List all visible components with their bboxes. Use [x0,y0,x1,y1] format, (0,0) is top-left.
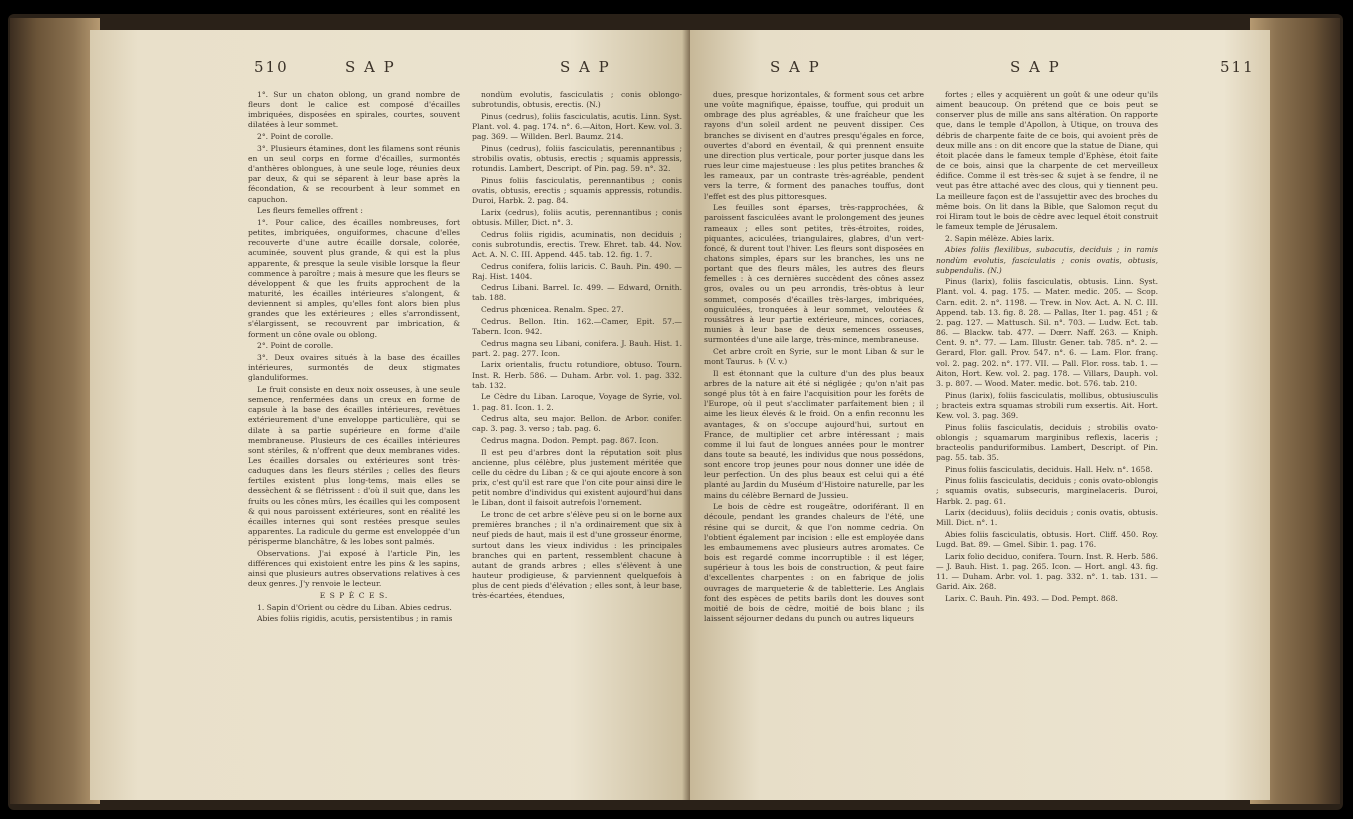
paragraph: 2°. Point de corolle. [257,341,334,351]
paragraph: Pinus (cedrus), foliis fasciculatis, perennantibus ; strobilis ovatis, obtusis, erectis ; squamis appressis, rotundis. Lambert, Descript. of Pin. pag. 59. n°. 32. [472,143,682,174]
paragraph: Le fruit consiste en deux noix osseuses, à une seule semence, renfermées dans un creux en forme de capsule à la base des écailles intérieures, revêtues extérieurement d'une enveloppe particulière, qui se dilate à sa partie supérieure en forme d'aile membraneuse. Plusieurs de ces écailles intérieures sont stériles, & n'offrent que deux membranes vides. Les écailles dorsales ou extérieures sont très-caduques dans les fleurs stériles ; celles des fleurs fertiles existent plus long-tems, mais elles se dessèchent & se flétrissent : d'où il suit que, dans les fruits ou les cônes mûrs, les écailles qui les composent & qui nous paroissent extérieures, sont en réalité les écailles internes qui sont restées presque seules apparentes. La radicule du germe est enveloppée d'un périsperme blanchâtre, & les lobes sont palmés. [248,384,460,547]
right-column-1 [704,90,924,626]
paragraph: Pinus foliis fasciculatis, deciduis ; conis ovato-oblongis ; squamis ovatis, subsecuris, marginelaceris. Duroi, Harbk. 2. pag. 61. [936,476,1158,506]
paragraph: Les feuilles sont éparses, très-rapprochées, & paroissent fasciculées avant le prolongement des jeunes rameaux ; elles sont petites, très-étroites, roides, piquantes, aciculées, triangulaires, glabres, d'un vert-foncé, & durent tout l'hiver. Les fleurs sont disposées en chatons simples, épars sur les branches, les uns ne portant que des fleurs mâles, les autres des fleurs femelles : à ces dernières succèdent des cônes assez gros, ovales ou un peu arrondis, très-obtus à leur sommet, composés d'écailles très-larges, imbriquées, onguiculées, tronquées à leur sommet, veloutées & roussâtres à leur partie extérieure, minces, coriaces, munies à leur base de deux semences osseuses, surmontées d'une aile large, très-mince, membraneuse. [704,203,924,345]
paragraph: Larix (cedrus), foliis acutis, perennantibus ; conis obtusis. Miller, Dict. n°. 3. [472,207,682,227]
paragraph: 1°. Sur un chaton oblong, un grand nombre de fleurs dont le calice est composé d'écailles imbriquées, disposées en spirales, courtes, souvent dilatées à leur sommet. [248,90,460,130]
paragraph: fortes ; elles y acquièrent un goût & une odeur qu'ils aiment beaucoup. On prétend que ce bois peut se conserver plus de mille ans sans altération. On rapporte que, dans le temple d'Apollon, à Utique, on trouva des débris de charpente faite de ce bois, qui avoient près de deux mille ans : on dit encore que la statue de Diane, qui étoit placée dans le fameux temple d'Ephèse, étoit faite de ce bois, ainsi que la charpente de cet merveilleux édifice. Comme il est très-sec & sujet à se fendre, il ne veut pas être attaché avec des clous, qui y tiennent peu. La meilleure façon est de l'assujettir avec des broches du même bois. On lit dans la Bible, que Salomon reçut du roi Hiram tout le bois de cèdre avec lequel étoit construit le fameux temple de Jérusalem. [936,90,1158,232]
left-page-number: 510 [254,58,289,76]
right-column-2 [936,90,1158,606]
paragraph: Il est étonnant que la culture d'un des plus beaux arbres de la nature ait été si négligée ; qu'on n'ait pas songé plus tôt à en faire l'acquisition pour les forêts de l'Europe, où il peut s'acclimater parfaitement bien ; il aime les lieux élevés & le froid. On a enfin reconnu les avantages, & on s'occupe aujourd'hui, surtout en France, de multiplier cet arbre intéressant ; mais comme il lui faut de longues années pour le montrer dans toute sa beauté, les individus que nous possédons, sont encore trop jeunes pour nous donner une idée de leur perfection. Un des plus beaux est celui qui a été planté au Jardin du Muséum d'Histoire naturelle, par les mains du célèbre Bernard de Jussieu. [704,368,924,500]
paragraph: Larix (deciduus), foliis deciduis ; conis ovatis, obtusis. Mill. Dict. n°. 1. [936,508,1158,528]
paragraph: Cedrus phœnicea. Renalm. Spec. 27. [481,305,624,315]
left-running-head-a: S A P [345,58,396,76]
paragraph: 3°. Plusieurs étamines, dont les filamens sont réunis en un seul corps en forme d'écailles, surmontés d'anthères oblongues, à une seule loge, réunies deux par deux, & qui se séparent à leur base après la fécondation, & se recourbent à leur sommet en capuchon. [248,143,460,204]
paragraph: Larix. C. Bauh. Pin. 493. — Dod. Pempt. 868. [945,594,1118,603]
paragraph: Cedrus magna. Dodon. Pempt. pag. 867. Icon. [481,436,659,445]
right-running-head-b: S A P [1010,58,1061,76]
left-column-1 [248,90,460,626]
paragraph: Pinus foliis fasciculatis, deciduis ; strobilis ovato-oblongis ; squamarum marginibus reflexis, laceris ; bracteolis panduriformibus. Lambert, Descript. of Pin. pag. 55. tab. 35. [936,422,1158,462]
paragraph: 2°. Point de corolle. [257,132,334,142]
right-running-head-a: S A P [770,58,821,76]
right-page [690,30,1270,800]
paragraph: 1. Sapin d'Orient ou cèdre du Liban. Abies cedrus. [257,602,452,612]
paragraph: E S P È C E S. [319,591,389,600]
paragraph: Pinus (larix), foliis fasciculatis, mollibus, obtusiusculis ; bracteis extra squamas strobili rum exsertis. Ait. Hort. Kew. vol. 3. pag. 369. [936,390,1158,420]
paragraph: Abies foliis fasciculatis, obtusis. Hort. Cliff. 450. Roy. Lugd. Bat. 89. — Gmel. Sibir. 1. pag. 176. [936,530,1158,550]
paragraph: 3°. Deux ovaires situés à la base des écailles intérieures, surmontés de deux stigmates glanduliformes. [248,352,460,383]
right-page-number: 511 [1220,58,1255,76]
paragraph: 2. Sapin mélèze. Abies larix. [945,233,1055,243]
paragraph: Cedrus. Bellon. Itin. 162.—Camer, Epit. 57.—Tabern. Icon. 942. [472,316,682,336]
paragraph: Cedrus Libani. Barrel. Ic. 499. — Edward, Ornith. tab. 188. [472,283,682,303]
paragraph: Cedrus alta, seu major. Bellon. de Arbor. conifer. cap. 3. pag. 3. verso ; tab. pag. 6. [472,414,682,434]
paragraph: Observations. J'ai exposé à l'article Pin, les différences qui existoient entre les pins & les sapins, ainsi que plusieurs autres observations relatives à ces deux genres. J'y renvoie le lecteur. [248,548,460,589]
left-page [90,30,690,800]
paragraph: Abies foliis rigidis, acutis, persistentibus ; in ramis [257,614,453,624]
paragraph: dues, presque horizontales, & forment sous cet arbre une voûte magnifique, épaisse, touffue, qui produit un ombrage des plus agréables, & une fraîcheur que les rayons d'un soleil ardent ne peuvent dissiper. Ces branches se divisent en d'autres presqu'égales en force, ouvertes d'abord en éventail, & qui prennent ensuite une direction plus verticale, pour porter jusque dans les rues leur cime majestueuse : les plus petites branches & les rameaux, par un contraste très-agréable, pendent vers la terre, & forment des panaches touffus, dont l'effet est des plus pittoresques. [704,90,924,201]
paragraph: Le Cèdre du Liban. Laroque, Voyage de Syrie, vol. 1. pag. 81. Icon. 1. 2. [472,392,682,412]
paragraph: Pinus foliis fasciculatis, deciduis. Hall. Helv. n°. 1658. [945,464,1153,474]
paragraph: Cedrus magna seu Libani, conifera. J. Bauh. Hist. 1. part. 2. pag. 277. Icon. [472,338,682,358]
paragraph: Larix folio deciduo, conifera. Tourn. Inst. R. Herb. 586. — J. Bauh. Hist. 1. pag. 265. Icon. — Hort. angl. 43. fig. 11. — Duham. Arbr. vol. 1. pag. 332. n°. 1. tab. 131. — Garid. Aix. 268. [936,551,1158,592]
paragraph: Les fleurs femelles offrent : [257,206,363,216]
paragraph: Pinus (larix), foliis fasciculatis, obtusis. Linn. Syst. Plant. vol. 4. pag. 175. — Mater. medic. 205. — Scop. Carn. edit. 2. n°. 1198. — Trew. in Nov. Act. A. N. C. III. Append. tab. 13. fig. 8. 28. — Pallas, Iter 1. pag. 451 ; & 2. pag. 127. — Mattusch. Sil. n°. 703. — Ludw. Ect. tab. 86. — Blackw. tab. 477. — Dœrr. Naff. 263. — Kniph. Cent. 9. n°. 77. — Lam. Illustr. Gener. tab. 785. n°. 2. — Gerard, Flor. gall. Prov. 547. n°. 6. — Lam. Flor. franç. vol. 2. pag. 202. n°. 177. VII. — Pall. Flor. ross. tab. 1. — Aiton, Hort. Kew. vol. 2. pag. 178. — Villars, Dauph. vol. 3. p. 807. — Wood. Mater. medic. bot. 576. tab. 210. [936,277,1158,388]
paragraph: Larix orientalis, fructu rotundiore, obtuso. Tourn. Inst. R. Herb. 586. — Duham. Arbr. vol. 1. pag. 332. tab. 132. [472,360,682,390]
paragraph: 1°. Pour calice, des écailles nombreuses, fort petites, imbriquées, onguiformes, chacune d'elles recouverte d'une autre écaille dorsale, colorée, acuminée, souvent plus grande, & qui est la plus apparente, & presque la seule visible lorsque la fleur commence à paroître ; mais à mesure que les fleurs se développent & que les fruits approchent de la maturité, les écailles intérieures s'alongent, & deviennent si amples, qu'elles font alors bien plus grandes que les extérieures ; elles s'arrondissent, s'élargissent, se recouvrent par imbrication, & forment un cône ovale ou oblong. [248,217,460,339]
paragraph: Abies foliis flexilibus, subacutis, deciduis ; in ramis nondùm evolutis, fasciculatis ; conis ovatis, obtusis, subpendulis. (N.) [936,245,1158,275]
paragraph: Le bois de cèdre est rougeâtre, odoriférant. Il en découle, pendant les grandes chaleurs de l'été, une résine qui se durcit, & que l'on nomme cedria. On l'obtient également par incision : elle est employée dans les embaumemens avec plusieurs autres aromates. Ce bois est regardé comme incorruptible : il est léger, supérieur à tous les bois de construction, & peut faire d'excellentes charpentes : on en fabrique de jolis ouvrages de marqueterie & de tabletterie. Les Anglais font des espèces de petits barils dont les douves sont moitié de bois de cèdre, moitié de bois blanc ; ils laissent séjourner dedans du punch ou autres liqueurs [704,502,924,623]
paragraph: nondùm evolutis, fasciculatis ; conis oblongo-subrotundis, obtusis, erectis. (N.) [472,90,682,110]
paragraph: Le tronc de cet arbre s'élève peu si on le borne aux premières branches ; il n'a ordinairement que six à neuf pieds de haut, mais il est d'une grosseur énorme, surtout dans les vieux individus : les principales branches qui en partent, ressemblent chacune à autant de grands arbres ; elles s'élèvent à une hauteur prodigieuse, & parviennent quelquefois à plus de cent pieds d'élévation ; elles sont, à leur base, très-écartées, étendues, [472,510,682,601]
left-running-head-b: S A P [560,58,611,76]
paragraph: Cet arbre croît en Syrie, sur le mont Liban & sur le mont Taurus. ♄ (V. v.) [704,346,924,367]
paragraph: Il est peu d'arbres dont la réputation soit plus ancienne, plus célèbre, plus justement méritée que celle du cèdre du Liban ; & ce qui ajoute encore à son prix, c'est qu'il est rare que l'on cite pour ainsi dire le petit nombre d'individus qui existent aujourd'hui dans le Liban, dont il faisoit autrefois l'ornement. [472,447,682,508]
paragraph: Cedrus foliis rigidis, acuminatis, non deciduis ; conis subrotundis, erectis. Trew. Ehret. tab. 44. Nov. Act. A. N. C. III. Append. 445. tab. 12. fig. 1. 7. [472,229,682,259]
paragraph: Pinus foliis fasciculatis, perennantibus ; conis ovatis, obtusis, erectis ; squamis appressis, rotundis. Duroi, Harbk. 2. pag. 84. [472,175,682,206]
paragraph: Cedrus conifera, foliis laricis. C. Bauh. Pin. 490. — Raj. Hist. 1404. [472,261,682,281]
left-column-2 [472,90,682,603]
paragraph: Pinus (cedrus), foliis fasciculatis, acutis. Linn. Syst. Plant. vol. 4. pag. 174. n°. 6.—Aiton, Hort. Kew. vol. 3. pag. 369. — Willden. Berl. Baumz. 214. [472,111,682,142]
left-page-edges [10,18,100,804]
